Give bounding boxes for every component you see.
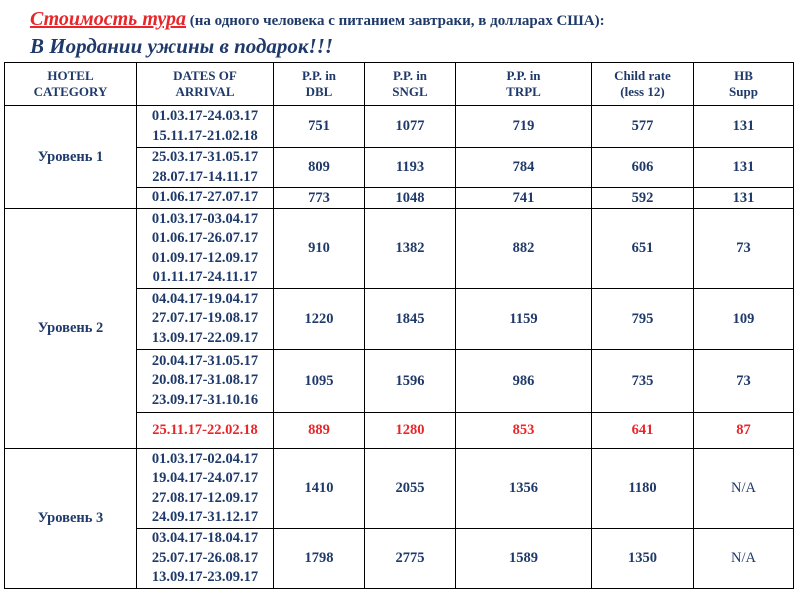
header-hotel-category: HOTEL CATEGORY	[5, 63, 137, 106]
hotel-category-cell: Уровень 3	[5, 449, 137, 589]
price-child-cell: 651	[592, 209, 694, 289]
header-dates-of-arrival: DATES OF ARRIVAL	[137, 63, 274, 106]
price-child-cell: 641	[592, 413, 694, 449]
dates-cell	[137, 529, 274, 589]
price-dbl-cell: 889	[274, 413, 365, 449]
dates-cell	[137, 148, 274, 188]
price-sngl-cell: 1077	[365, 106, 456, 148]
price-dbl-cell: 1220	[274, 289, 365, 350]
title-line	[30, 6, 790, 32]
table-row	[5, 106, 794, 148]
header-child-rate: Child rate (less 12)	[592, 63, 694, 106]
price-trpl-cell: 853	[456, 413, 592, 449]
price-sngl-cell: 1845	[365, 289, 456, 350]
dates-cell	[137, 106, 274, 148]
price-child-cell: 735	[592, 350, 694, 413]
tour-cost-title: Стоимость тура	[30, 8, 186, 30]
price-dbl-cell: 1798	[274, 529, 365, 589]
price-hb-cell: 73	[694, 209, 794, 289]
date-range: 01.06.17-27.07.17	[151, 189, 259, 206]
price-sngl-cell: 1193	[365, 148, 456, 188]
price-hb-cell: N/A	[694, 449, 794, 529]
header-hb-supp: HB Supp	[694, 63, 794, 106]
header-pp-sngl: P.P. in SNGL	[365, 63, 456, 106]
date-range: 25.07.17-26.08.17	[151, 549, 259, 566]
date-range: 03.04.17-18.04.17	[151, 530, 259, 547]
date-range: 13.09.17-22.09.17	[151, 329, 259, 346]
price-dbl-cell: 773	[274, 188, 365, 209]
price-hb-cell: 87	[694, 413, 794, 449]
header-pp-dbl: P.P. in DBL	[274, 63, 365, 106]
date-range: 15.11.17-21.02.18	[152, 127, 258, 144]
price-child-cell: 592	[592, 188, 694, 209]
date-range: 01.09.17-12.09.17	[151, 249, 259, 266]
date-range: 25.11.17-22.02.18	[152, 421, 258, 438]
date-range: 20.04.17-31.05.17	[151, 352, 259, 369]
price-trpl-cell: 719	[456, 106, 592, 148]
date-range: 23.09.17-31.10.16	[151, 391, 259, 408]
price-child-cell: 577	[592, 106, 694, 148]
price-trpl-cell: 1589	[456, 529, 592, 589]
price-trpl-cell: 1356	[456, 449, 592, 529]
date-range: 27.08.17-12.09.17	[151, 489, 259, 506]
hotel-category-cell: Уровень 1	[5, 106, 137, 209]
dates-cell	[137, 350, 274, 413]
price-child-cell: 795	[592, 289, 694, 350]
dates-cell	[137, 209, 274, 289]
price-hb-cell: 73	[694, 350, 794, 413]
price-hb-cell: N/A	[694, 529, 794, 589]
hotel-category-cell: Уровень 2	[5, 209, 137, 449]
price-sngl-cell: 2775	[365, 529, 456, 589]
price-dbl-cell: 809	[274, 148, 365, 188]
dates-cell	[137, 413, 274, 449]
date-range: 25.03.17-31.05.17	[151, 149, 259, 165]
dates-cell	[137, 449, 274, 529]
date-range: 24.09.17-31.12.17	[151, 509, 259, 526]
table-row	[5, 209, 794, 289]
date-range: 01.03.17-03.04.17	[151, 210, 259, 227]
date-range: 28.07.17-14.11.17	[152, 168, 258, 185]
price-trpl-cell: 784	[456, 148, 592, 188]
price-child-cell: 1180	[592, 449, 694, 529]
date-range: 01.03.17-02.04.17	[151, 450, 259, 467]
price-dbl-cell: 751	[274, 106, 365, 148]
date-range: 01.06.17-26.07.17	[151, 230, 259, 247]
price-hb-cell: 131	[694, 148, 794, 188]
page-header	[30, 6, 790, 59]
table-body	[5, 106, 794, 589]
price-sngl-cell: 1382	[365, 209, 456, 289]
price-trpl-cell: 741	[456, 188, 592, 209]
price-hb-cell: 131	[694, 188, 794, 209]
table-header-row	[5, 63, 794, 106]
price-sngl-cell: 1596	[365, 350, 456, 413]
date-range: 13.09.17-23.09.17	[151, 569, 259, 586]
date-range: 27.07.17-19.08.17	[151, 310, 259, 327]
date-range: 19.04.17-24.07.17	[151, 470, 259, 487]
title-note: (на одного человека с питанием завтраки, в долларах США):	[186, 13, 605, 29]
price-dbl-cell: 1095	[274, 350, 365, 413]
price-child-cell: 1350	[592, 529, 694, 589]
dates-cell	[137, 188, 274, 209]
price-sngl-cell: 1280	[365, 413, 456, 449]
date-range: 20.08.17-31.08.17	[151, 372, 259, 389]
price-trpl-cell: 882	[456, 209, 592, 289]
price-hb-cell: 109	[694, 289, 794, 350]
price-trpl-cell: 1159	[456, 289, 592, 350]
dates-cell	[137, 289, 274, 350]
date-range: 04.04.17-19.04.17	[151, 290, 259, 307]
date-range: 01.03.17-24.03.17	[151, 107, 259, 124]
price-dbl-cell: 1410	[274, 449, 365, 529]
price-sngl-cell: 2055	[365, 449, 456, 529]
price-table	[4, 62, 794, 589]
dinner-gift-subtitle: В Иордании ужины в подарок!!!	[30, 34, 334, 58]
price-trpl-cell: 986	[456, 350, 592, 413]
price-child-cell: 606	[592, 148, 694, 188]
header-pp-trpl: P.P. in TRPL	[456, 63, 592, 106]
price-dbl-cell: 910	[274, 209, 365, 289]
price-hb-cell: 131	[694, 106, 794, 148]
price-sngl-cell: 1048	[365, 188, 456, 209]
date-range: 01.11.17-24.11.17	[152, 269, 258, 286]
table-row	[5, 449, 794, 529]
